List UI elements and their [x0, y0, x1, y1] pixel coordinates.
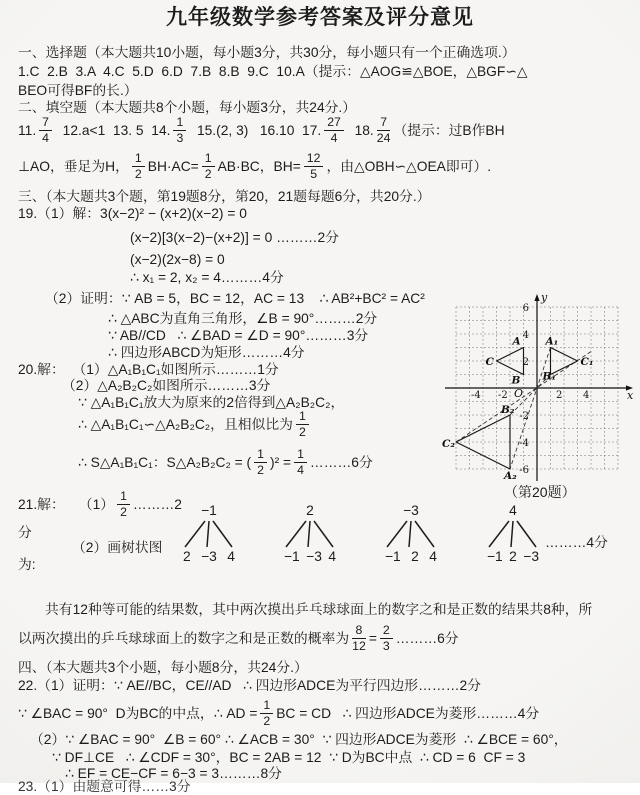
tree-root-label: 4: [509, 503, 517, 518]
q21-head: 21.解：: [18, 496, 65, 512]
vertex-label: B: [511, 374, 521, 387]
text-segment: ………6分: [309, 454, 373, 470]
tree-child-label: 4: [429, 549, 437, 564]
text-segment: ∴ △A₁B₁C₁∽△A₂B₂C₂，且相似比为: [78, 416, 293, 432]
tree-child-label: −1: [284, 549, 300, 564]
q20-step5: [78, 443, 373, 481]
y-tick-label: 6: [522, 303, 529, 314]
fraction-numerator: 7: [377, 116, 391, 131]
text-segment: ………2: [132, 496, 182, 512]
text-segment: 12.a<1 13. 5 14.: [55, 122, 171, 138]
fraction: [254, 448, 267, 477]
text-segment: 15.(2, 3) 16.10 17.: [189, 122, 322, 138]
fraction-denominator: 4: [42, 130, 49, 145]
section2-header: 二、填空题（本大题共8个小题，每小题3分，共24分.）: [18, 100, 357, 115]
coordinate-grid-figure: [437, 291, 637, 491]
tree-child-label: 2: [509, 549, 517, 564]
fraction-numerator: 1: [296, 410, 309, 425]
vertex-label: C: [485, 356, 494, 368]
vertex-label: A₂: [504, 470, 517, 482]
fraction-numerator: 1: [202, 152, 215, 167]
q20-step4: [78, 406, 312, 442]
text-segment: ∴ S△A₁B₁C₁：S△A₂B₂C₂ = (: [78, 454, 252, 470]
text-segment: BH·AC=: [147, 158, 199, 174]
fraction-denominator: 2: [263, 713, 271, 728]
tree-child-label: 2: [183, 549, 191, 564]
fraction: [132, 152, 145, 181]
text-segment: ⊥AO，垂足为H，: [18, 158, 129, 174]
vertex-label: B₂: [501, 404, 515, 416]
vertex-label: A₁: [545, 335, 559, 348]
q20-step2: （2）△A₂B₂C₂如图所示………3分: [62, 378, 271, 393]
q22-step1: 22.（1）证明：∵ AE//BC，CE//AD ∴ 四边形ADCE为平行四边形………2分: [18, 678, 481, 693]
fraction-denominator: 2: [120, 504, 127, 519]
text-segment: ………6分: [395, 630, 459, 646]
vertex-label: A: [512, 335, 521, 348]
text-segment: =: [368, 630, 377, 646]
tree-diagram: [182, 503, 236, 564]
text-segment: ，由△OBH∽△OEA即可）.: [326, 158, 492, 174]
text-segment: ∵ ∠BAC = 90° D为BC的中点，∴ AD =: [18, 705, 258, 721]
fraction-denominator: 24: [376, 130, 391, 145]
tree-children-row: [283, 549, 337, 564]
fraction-denominator: 4: [297, 462, 304, 477]
fraction-denominator: 2: [298, 424, 306, 439]
text-segment: （提示：过B作BH: [393, 122, 505, 138]
fraction-numerator: 1: [260, 699, 273, 714]
y-tick-label: -4: [519, 438, 529, 449]
mc-answers-line2: BEO可得BF的长.）: [18, 83, 138, 98]
fraction: [377, 116, 391, 145]
x-tick-label: 2: [556, 390, 563, 401]
q21-part2-label: （2）画树状图: [72, 540, 163, 555]
y-tick-label: -2: [519, 411, 529, 422]
text-segment: 以两次摸出的乒乓球球面上的数字之和是正数的概率为: [18, 630, 350, 646]
q21-part1-line: [18, 486, 182, 522]
fraction: [352, 624, 366, 653]
fill-answers-line2: [18, 147, 491, 185]
mc-answers-line1: 1.C 2.B 3.A 4.C 5.D 6.D 7.B 8.B 9.C 10.A（提示：△AOG≌△BOE，△BGF∽△: [18, 64, 528, 79]
q21-conclusion-line2: [18, 618, 459, 658]
tree-child-label: −3: [201, 549, 217, 564]
tree-child-label: 4: [227, 549, 235, 564]
section3-header: 三、（本大题共3个题，第19题8分，第20，21题每题6分，共20分.）: [18, 189, 431, 204]
q21-wrap-char2: 为:: [18, 557, 36, 572]
q19-step3: (x−2)(2x−8) = 0: [130, 252, 225, 267]
fraction: [39, 116, 52, 145]
vertex-label: C₁: [580, 356, 594, 368]
fraction-denominator: 2: [134, 166, 142, 181]
text-segment: 11.: [18, 122, 37, 138]
tree-branch-lines: [486, 520, 540, 549]
fraction: [380, 624, 393, 653]
x-axis-label: x: [627, 389, 634, 402]
tree-branch-lines: [182, 520, 236, 549]
fraction-denominator: 3: [382, 638, 390, 653]
y-axis-arrow: [534, 294, 539, 301]
q20-step3: ∵ △A₁B₁C₁放大为原来的2倍得到△A₂B₂C₂，: [78, 395, 345, 410]
x-tick-label: -4: [471, 390, 481, 401]
text-segment: )² =: [269, 454, 292, 470]
fraction-numerator: 27: [324, 116, 344, 131]
text-segment: AB·BC，BH=: [217, 158, 301, 174]
y-tick-label: 2: [522, 357, 529, 368]
y-axis-label: y: [541, 291, 548, 304]
q20-step1: 20.解： （1）△A₁B₁C₁如图所示………1分: [18, 362, 279, 377]
q22-part2-step3: ∴ EF = CE−CF = 6−3 = 3………8分: [65, 766, 282, 781]
y-tick-label: -6: [519, 465, 529, 476]
tree-root-label: −3: [403, 503, 419, 518]
tree-children-row: [182, 549, 236, 564]
tree-root-label: 2: [306, 503, 314, 518]
fraction: [324, 116, 344, 145]
fraction-numerator: 2: [380, 624, 393, 639]
fraction-denominator: 5: [310, 166, 318, 181]
fraction-numerator: 8: [352, 624, 366, 639]
tree-child-label: 2: [411, 549, 419, 564]
fraction-denominator: 12: [352, 638, 366, 653]
tree-root-label: −1: [201, 503, 217, 518]
tree-child-label: −3: [306, 549, 322, 564]
q19-step4: ∴ x₁ = 2, x₂ = 4………4分: [130, 270, 284, 285]
q19-part2-step3: ∵ AB//CD ∴ ∠BAD = ∠D = 90°………3分: [108, 328, 369, 343]
q19-part2-step1: （2）证明：∵ AB = 5，BC = 12，AC = 13 ∴ AB²+BC² = AC²: [45, 291, 425, 306]
text-segment: BC = CD ∴ 四边形ADCE为菱形………4分: [276, 705, 540, 721]
vertex-label: C₂: [442, 438, 455, 450]
q19-part2-step4: ∴ 四边形ABCD为矩形………4分: [108, 345, 305, 360]
tree-diagram: [384, 503, 438, 564]
fraction: [117, 490, 130, 519]
figure-caption: （第20题）: [504, 484, 576, 500]
tree-children-row: [486, 549, 540, 564]
fraction-denominator: 3: [176, 130, 184, 145]
q19-step2: (x−2)[3(x−2)−(x+2)] = 0 ………2分: [130, 230, 339, 245]
fraction: [294, 448, 307, 477]
fraction: [202, 152, 215, 181]
tree-diagram-score: ………4分: [545, 535, 608, 550]
page-title: 九年级数学参考答案及评分意见: [166, 6, 474, 29]
q21-conclusion-line1: 共有12种等可能的结果数，其中两次摸出乒乓球球面上的数字之和是正数的结果共8种，所: [45, 602, 593, 617]
vertex-label: B₁: [542, 370, 556, 383]
fraction-numerator: 7: [39, 116, 52, 131]
q21-part1-answer: [79, 490, 182, 519]
fraction: [296, 410, 309, 439]
section1-header: 一、选择题（本大题共10小题，每小题3分，共30分，每小题只有一个正确选项.）: [18, 45, 516, 60]
fraction-denominator: 2: [257, 462, 264, 477]
fraction-numerator: 1: [254, 448, 267, 463]
origin-label: O: [513, 387, 523, 400]
text-segment: （1）: [78, 496, 115, 512]
fraction: [260, 699, 273, 728]
tree-child-label: 4: [328, 549, 336, 564]
tree-children-row: [384, 549, 438, 564]
fraction-denominator: 2: [204, 166, 212, 181]
fill-answers-line1: [18, 110, 505, 150]
section4-header: 四、（本大题共3个小题，每小题8分，共24分.）: [18, 660, 308, 675]
tree-child-label: −3: [523, 549, 539, 564]
fraction-numerator: 12: [304, 152, 324, 167]
similarity-dashed-line: [510, 348, 551, 470]
fraction: [304, 152, 324, 181]
fraction-numerator: 1: [132, 152, 145, 167]
text-segment: 18.: [346, 122, 374, 138]
q22-part2-step2: ∵ DF⊥CE ∴ ∠CDF = 30°，BC = 2AB = 12 ∵ D为BC中点 ∴ CD = 6 CF = 3: [52, 750, 526, 765]
tree-diagram: [283, 503, 337, 564]
x-tick-label: -2: [498, 390, 508, 401]
q22-part2-step1: （2）∵ ∠BAC = 90° ∠B = 60° ∴ ∠ACB = 30° ∵ 四边形ADCE为菱形 ∴ ∠BCE = 60°，: [30, 732, 568, 747]
fraction: [173, 116, 186, 145]
q21-wrap-char1: 分: [18, 525, 32, 540]
q22-step2: [18, 694, 539, 732]
x-tick-label: 4: [583, 390, 590, 401]
tree-child-label: −1: [487, 549, 503, 564]
tree-diagram: [486, 503, 540, 564]
q19-step1: 19.（1）解：3(x−2)² − (x+2)(x−2) = 0: [18, 206, 247, 221]
tree-child-label: −1: [385, 549, 401, 564]
fraction-numerator: 1: [117, 490, 130, 505]
tree-branch-lines: [384, 520, 438, 549]
fraction-numerator: 1: [173, 116, 186, 131]
q19-part2-step2: ∴ △ABC为直角三角形，∠B = 90°………2分: [108, 311, 378, 326]
partial-cropped-line: 23.（1）由题意可得……3分: [18, 779, 191, 794]
y-tick-label: 4: [522, 330, 529, 341]
fraction-denominator: 4: [330, 130, 338, 145]
tree-branch-lines: [283, 520, 337, 549]
fraction-numerator: 1: [294, 448, 307, 463]
